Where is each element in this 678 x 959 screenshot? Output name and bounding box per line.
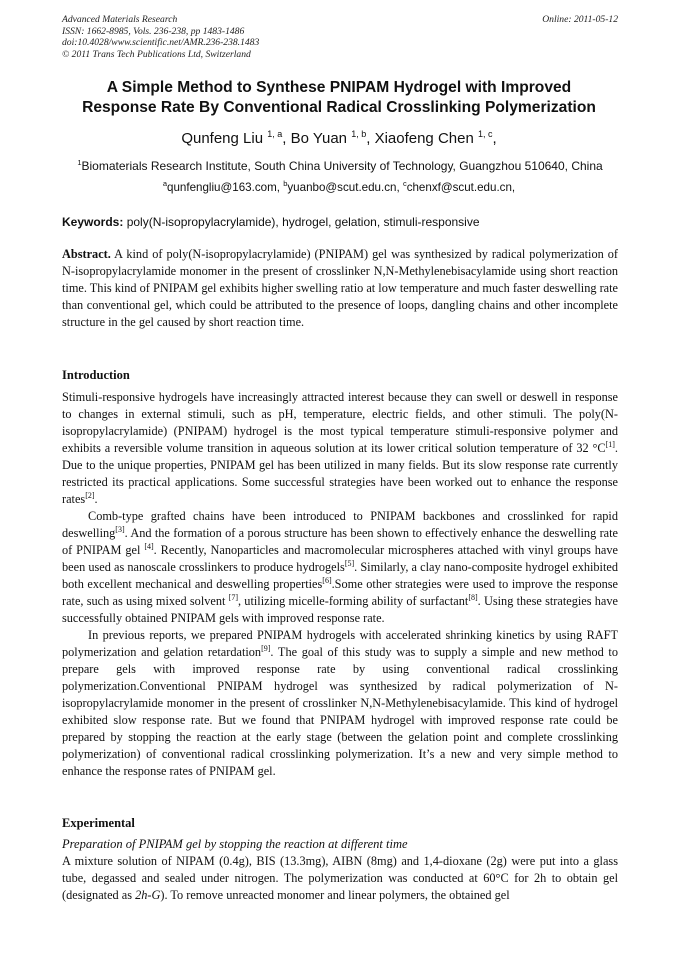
- author-name: Xiaofeng Chen: [374, 130, 474, 147]
- citation: [4]: [144, 542, 154, 551]
- experimental-subheading: Preparation of PNIPAM gel by stopping the reaction at different time: [62, 837, 408, 851]
- abstract-label: Abstract.: [62, 247, 111, 261]
- introduction-body: [62, 389, 618, 780]
- email-sup: c: [402, 179, 407, 188]
- title-line-1: A Simple Method to Synthese PNIPAM Hydrogel with Improved: [106, 79, 572, 96]
- paragraph: Comb-type grafted chains have been introduced to PNIPAM backbones and crosslinked for rapid deswelling[3]. And the formation of a porous structure has been shown to effectively enhance the deswelling rate of PNIPAM gel [4]. Recently, Nanoparticles and macromolecular microspheres attached with vinyl groups have been used as nanoscale crosslinkers to produce hydrogels[5]. Similarly, a clay nano-composite hydrogel exhibited both excellent mechanical and deswelling properties[6].Some other strategies were used to improve the response rate, such as using mixed solvent [7], utilizing micelle-forming ability of surfactant[8]. Using these strategies have successfully obtained PNIPAM gels with improved response rate.: [62, 509, 618, 625]
- email-address: qunfengliu@163.com: [167, 181, 277, 194]
- citation: [8]: [468, 593, 478, 602]
- title-line-2: Response Rate By Conventional Radical Crosslinking Polymerization: [82, 99, 596, 116]
- citation: [5]: [344, 559, 355, 568]
- experimental-heading: Experimental: [62, 816, 135, 830]
- email-list: $^a$qunfengliu@163.com, $^b$yuanbo@scut.edu.cn, $^c$chenxf@scut.edu.cn,: [162, 179, 516, 194]
- paper-title: [40, 78, 638, 118]
- email-address: yuanbo@scut.edu.cn: [287, 181, 397, 194]
- affiliation-sup: 1: [77, 158, 82, 167]
- citation: [7]: [228, 593, 238, 602]
- journal-header: [62, 14, 618, 60]
- sample-label: 2h-G: [135, 888, 161, 902]
- affiliation-text: Biomaterials Research Institute, South China University of Technology, Guangzhou 510640, China: [81, 159, 603, 173]
- citation: [9]: [261, 644, 271, 653]
- paragraph: Stimuli-responsive hydrogels have increasingly attracted interest because they can swell or deswell in response to changes in external stimuli, such as pH, temperature, electric fields, and other stimuli. The poly(N-isopropylacrylamide) (PNIPAM) hydrogel is the most typical temperature stimuli-responsive polymer and exhibits a reversible volume transition in aqueous solution at its lower critical solution temperature of 32 °C[1]. Due to the unique properties, PNIPAM gel has been utilized in many fields. But its slow response rate currently restricted its practical applications. Some successful strategies have been worked out to enhance the response rates[2].: [62, 390, 618, 506]
- author-sup: 1, b: [351, 129, 367, 139]
- author-sup: 1, c: [477, 129, 493, 139]
- abstract-text: A kind of poly(N-isopropylacrylamide) (PNIPAM) gel was synthesized by radical polymerization of N-isopropylacrylamide monomer in the present of crosslinker N,N-Methylenebisacylamide using short reaction time. This kind of PNIPAM gel exhibits higher swelling ratio at low temperature and much faster deswelling rate than conventional gel, which could be attributed to the presence of loops, dangling chains and other incomplete structure in the gel caused by short reaction time.: [62, 247, 618, 329]
- introduction-heading: Introduction: [62, 368, 130, 382]
- copyright-line: © 2011 Trans Tech Publications Ltd, Switzerland: [62, 48, 251, 60]
- issn-line: ISSN: 1662-8985, Vols. 236-238, pp 1483-1486: [62, 25, 245, 37]
- online-date: Online: 2011-05-12: [542, 14, 618, 25]
- paragraph: A mixture solution of NIPAM (0.4g), BIS (13.3mg), AIBN (8mg) and 1,4-dioxane (2g) were put into a glass tube, degassed and sealed under nitrogen. The polymerization was conducted at 60°C for 2h to obtain gel (designated as 2h-G). To remove unreacted monomer and linear polymers, the obtained gel: [62, 854, 618, 902]
- citation: [1]: [605, 440, 615, 449]
- email-sup: b: [283, 179, 288, 188]
- doi-line: doi:10.4028/www.scientific.net/AMR.236-238.1483: [62, 37, 260, 48]
- affiliation: [62, 158, 618, 174]
- abstract: [62, 246, 618, 331]
- citation: [6]: [322, 576, 332, 585]
- author-name: Bo Yuan: [290, 130, 348, 147]
- email-sup: a: [162, 179, 167, 188]
- paragraph: In previous reports, we prepared PNIPAM hydrogels with accelerated shrinking kinetics by using RAFT polymerization and gelation retardation[9]. The goal of this study was to supply a simple and new method to prepare gels with improved response rate by using conventional radical crosslinking polymerization.Conventional PNIPAM hydrogel was synthesized by radical polymerization of N-isopropylacrylamide monomer in the present of crosslinker N,N-Methylenebisacylamide. This kind of hydrogel exhibited slow response rate. But we found that PNIPAM hydrogel with improved response rate could be prepared by stopping the reaction at the early stage (between the gelation point and complete crosslinking polymerization) of conventional radical crosslinking polymerization. It’s a new and very simple method to enhance the response rates of PNIPAM gel.: [62, 628, 618, 778]
- email-address: chenxf@scut.edu.cn: [406, 181, 512, 194]
- keywords: [62, 214, 618, 230]
- citation: [3]: [115, 525, 125, 534]
- experimental-body: [62, 853, 618, 904]
- author-name: Qunfeng Liu: [181, 130, 264, 147]
- author-sup: 1, a: [267, 129, 283, 139]
- keywords-label: Keywords:: [62, 215, 124, 229]
- citation: [2]: [85, 491, 95, 500]
- author-list: Qunfeng Liu $^{1, a}$, Bo Yuan $^{1, b}$, Xiaofeng Chen $^{1, c}$,: [181, 129, 497, 147]
- journal-name: Advanced Materials Research: [62, 14, 178, 25]
- keywords-text: poly(N-isopropylacrylamide), hydrogel, gelation, stimuli-responsive: [126, 215, 480, 229]
